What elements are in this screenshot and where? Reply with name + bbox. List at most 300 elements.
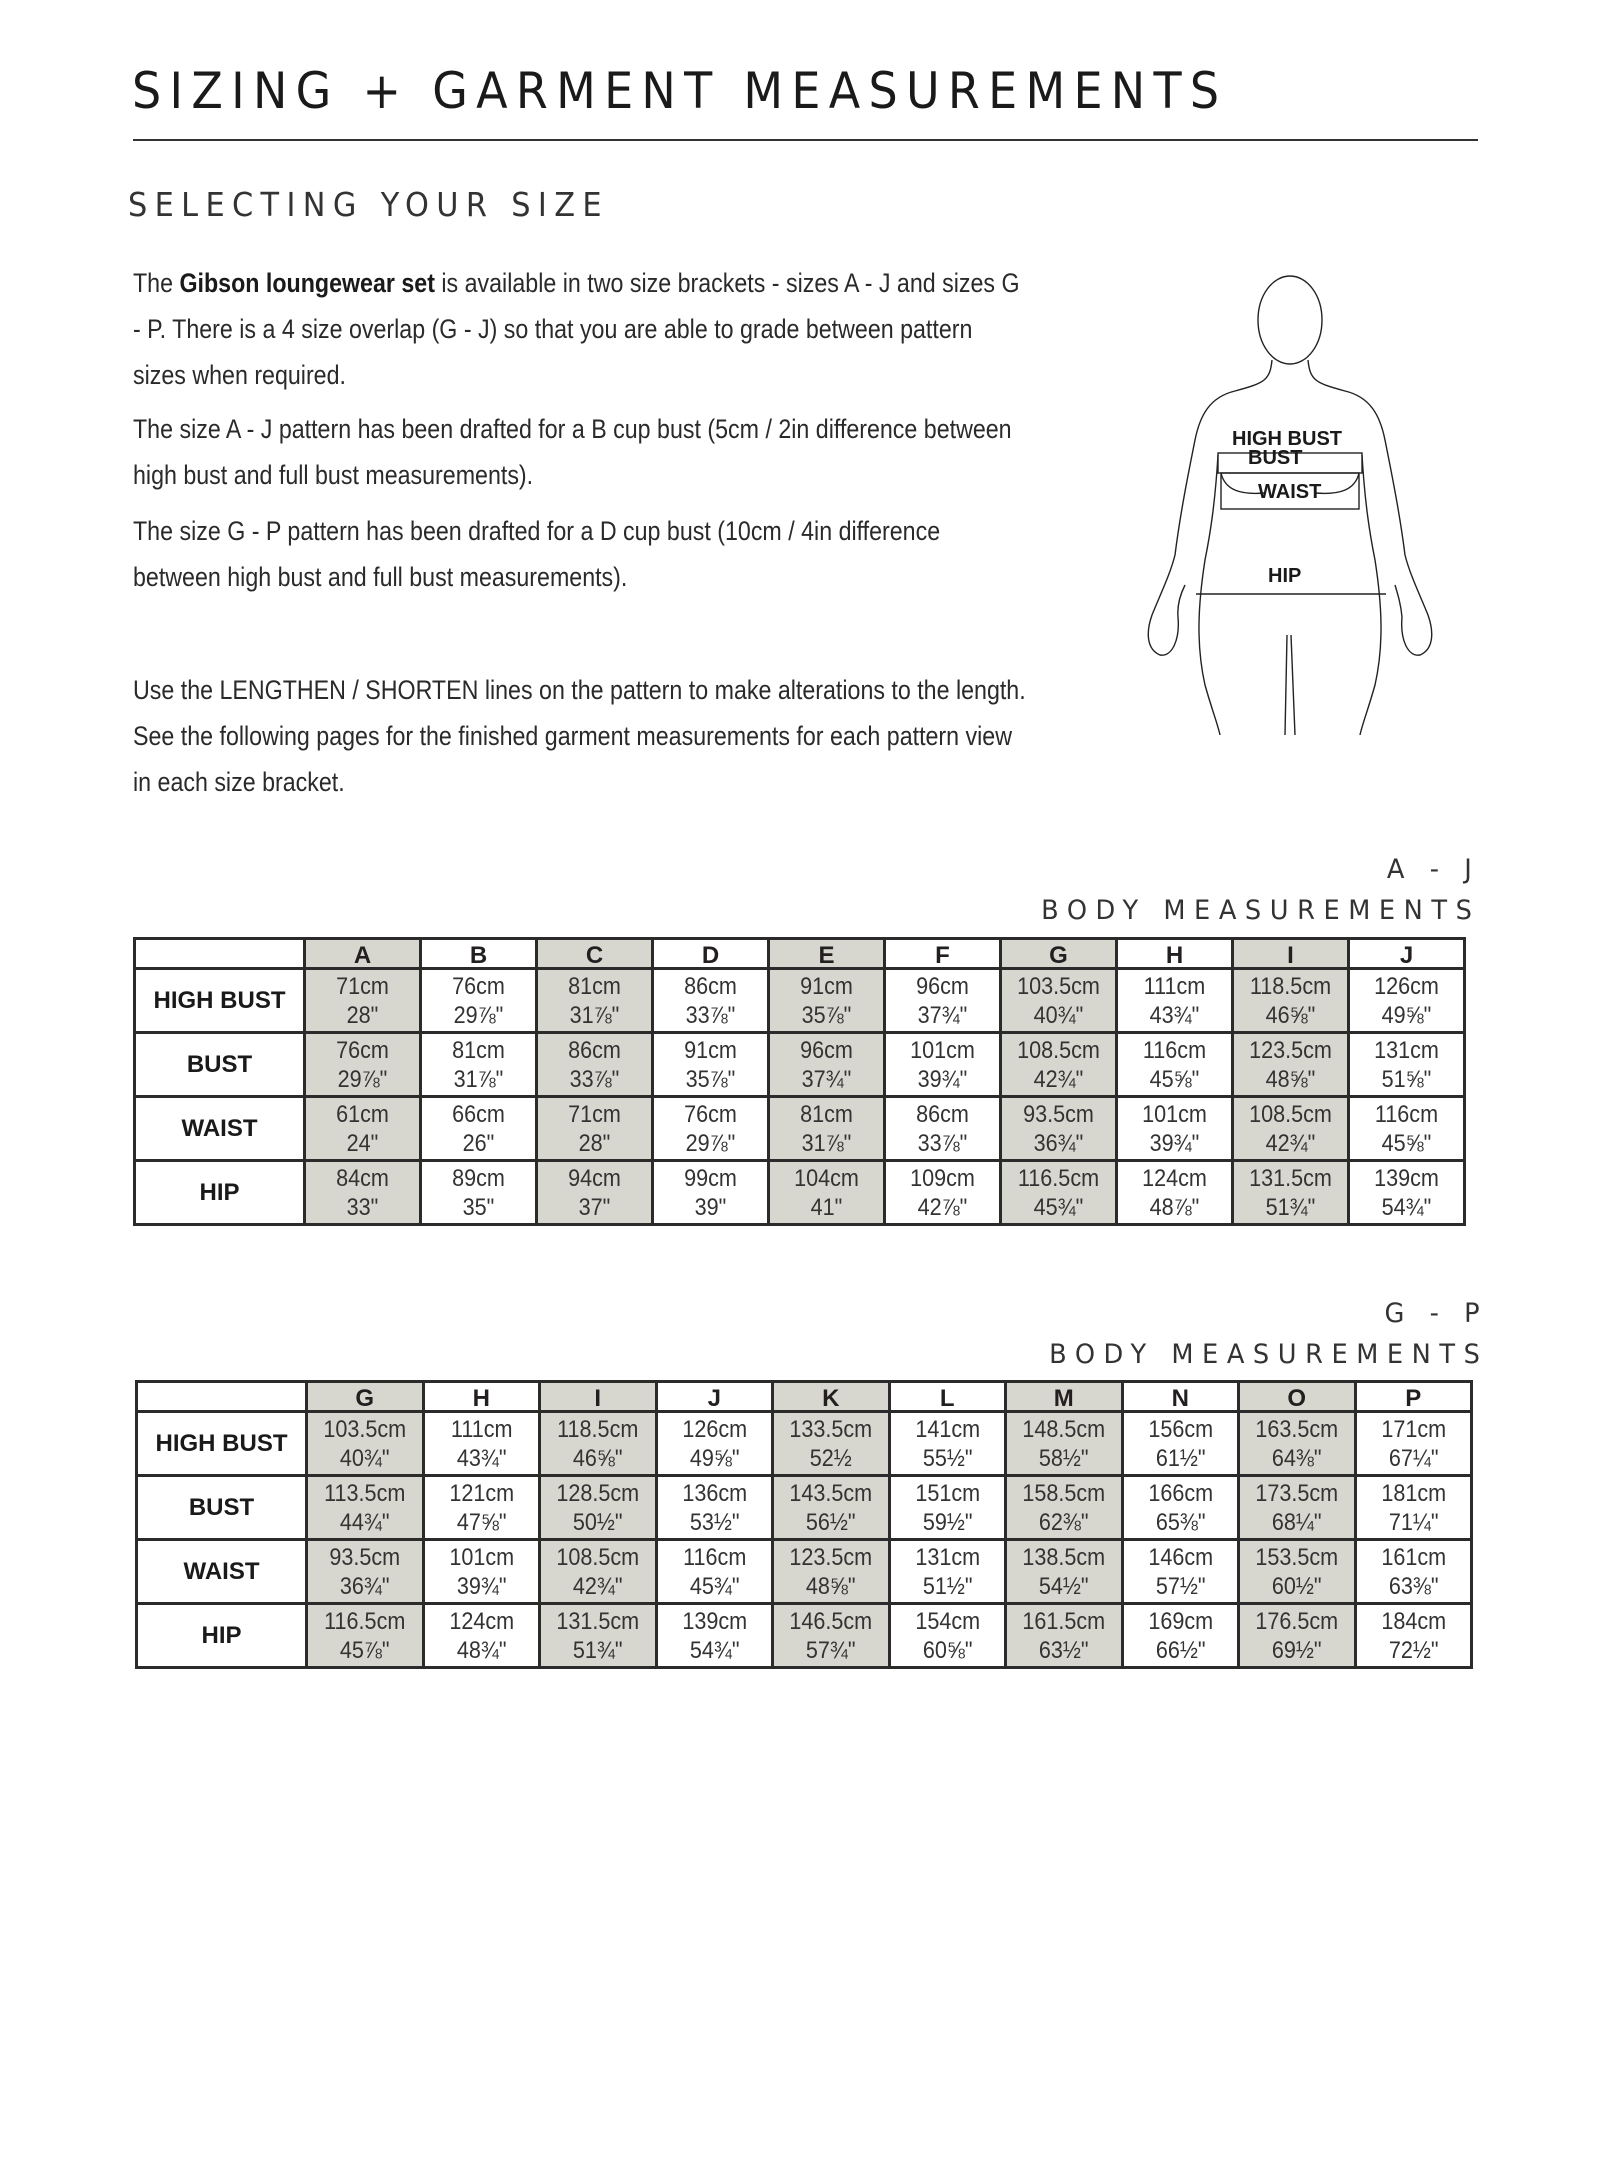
- cm-value: 94cm: [568, 1164, 621, 1192]
- inch-value: 33": [346, 1193, 379, 1221]
- measurement-cell: [1001, 1097, 1117, 1161]
- cm-value: 81cm: [800, 1100, 853, 1128]
- size-header: B: [421, 939, 537, 969]
- cm-value: 123.5cm: [1249, 1036, 1332, 1064]
- cm-value: 81cm: [452, 1036, 505, 1064]
- cm-value: 139cm: [1374, 1164, 1439, 1192]
- measurement-cell: [537, 969, 653, 1033]
- measurement-cell: [1355, 1476, 1472, 1540]
- size-header: A: [305, 939, 421, 969]
- cm-value: 91cm: [684, 1036, 737, 1064]
- cm-value: 76cm: [684, 1100, 737, 1128]
- figure-label-high-bust: HIGH BUST: [1232, 428, 1342, 450]
- cm-value: 101cm: [910, 1036, 975, 1064]
- measurement-cell: [889, 1540, 1006, 1604]
- inch-value: 54½": [1038, 1572, 1089, 1600]
- measurement-cell: [305, 1033, 421, 1097]
- table-body: [137, 1412, 1472, 1668]
- row-label: HIP: [137, 1604, 307, 1668]
- cm-value: 116cm: [1142, 1036, 1207, 1064]
- cm-value: 126cm: [681, 1415, 747, 1443]
- inch-value: 54¾": [689, 1636, 740, 1664]
- measurement-cell: [423, 1604, 540, 1668]
- cm-value: 169cm: [1147, 1607, 1213, 1635]
- size-header: N: [1122, 1382, 1239, 1412]
- figure-label-hip: HIP: [1268, 565, 1302, 587]
- inch-value: 71¼": [1388, 1508, 1439, 1536]
- inch-value: 51⅝": [1381, 1065, 1432, 1093]
- measurement-cell: [1122, 1604, 1239, 1668]
- cm-value: 171cm: [1380, 1415, 1446, 1443]
- inch-value: 54¾": [1381, 1193, 1432, 1221]
- cm-value: 148.5cm: [1022, 1415, 1106, 1443]
- inch-value: 53½": [689, 1508, 740, 1536]
- row-label: HIGH BUST: [137, 1412, 307, 1476]
- measurement-cell: [1117, 1161, 1233, 1225]
- cm-value: 93.5cm: [329, 1543, 401, 1571]
- table-row: [137, 1412, 1472, 1476]
- section-title: SELECTING YOUR SIZE: [128, 185, 609, 224]
- cm-value: 81cm: [568, 972, 621, 1000]
- inch-value: 40¾": [339, 1444, 390, 1472]
- product-name: Gibson loungewear set: [179, 268, 435, 298]
- size-header: M: [1006, 1382, 1123, 1412]
- row-label: WAIST: [135, 1097, 305, 1161]
- table-header-row: [137, 1382, 1472, 1412]
- measurement-cell: [307, 1540, 424, 1604]
- table-row: [137, 1540, 1472, 1604]
- inch-value: 48⅝": [1265, 1065, 1316, 1093]
- inch-value: 60½": [1271, 1572, 1322, 1600]
- cm-value: 158.5cm: [1022, 1479, 1106, 1507]
- body-measurement-figure: [1130, 265, 1460, 735]
- size-header: P: [1355, 1382, 1472, 1412]
- inch-value: 49⅝": [689, 1444, 740, 1472]
- cm-value: 111cm: [1143, 972, 1206, 1000]
- intro-paragraph-1: [133, 260, 1027, 398]
- cm-value: 101cm: [1142, 1100, 1207, 1128]
- measurement-cell: [1006, 1540, 1123, 1604]
- inch-value: 50½": [572, 1508, 623, 1536]
- table-heading-a-j: BODY MEASUREMENTS: [1040, 895, 1480, 926]
- inch-value: 43¾": [456, 1444, 507, 1472]
- table-corner: [137, 1382, 307, 1412]
- intro-paragraph-4: Use the LENGTHEN / SHORTEN lines on the pattern to make alterations to the length. See the following pages for the finished garment measurements for each pattern view in each size bracket.: [133, 675, 1026, 797]
- inch-value: 47⅝": [456, 1508, 507, 1536]
- cm-value: 86cm: [568, 1036, 621, 1064]
- inch-value: 57¾": [805, 1636, 856, 1664]
- measurement-cell: [885, 1161, 1001, 1225]
- inch-value: 31⅞": [801, 1129, 852, 1157]
- inch-value: 57½": [1155, 1572, 1206, 1600]
- cm-value: 109cm: [910, 1164, 975, 1192]
- inch-value: 39": [694, 1193, 727, 1221]
- inch-value: 39¾": [1149, 1129, 1200, 1157]
- measurement-cell: [653, 1033, 769, 1097]
- inch-value: 72½": [1388, 1636, 1439, 1664]
- inch-value: 43¾": [1149, 1001, 1200, 1029]
- cm-value: 116cm: [682, 1543, 746, 1571]
- measurement-cell: [1239, 1604, 1356, 1668]
- measurement-cell: [540, 1604, 657, 1668]
- cm-value: 96cm: [800, 1036, 853, 1064]
- intro-text: The: [133, 268, 180, 298]
- cm-value: 176.5cm: [1255, 1607, 1339, 1635]
- inch-value: 37": [578, 1193, 611, 1221]
- inch-value: 35⅞": [685, 1065, 736, 1093]
- inch-value: 58½": [1038, 1444, 1089, 1472]
- inch-value: 60⅝": [922, 1636, 973, 1664]
- size-header: I: [540, 1382, 657, 1412]
- cm-value: 121cm: [448, 1479, 514, 1507]
- cm-value: 104cm: [794, 1164, 859, 1192]
- intro-text: is available in two size brackets - sizes A - J and sizes G - P. There is a 4 size overlap (G - J) so that you are able to grade between pattern sizes when required.: [133, 268, 1020, 390]
- inch-value: 33⅞": [685, 1001, 736, 1029]
- inch-value: 69½": [1271, 1636, 1322, 1664]
- measurement-cell: [423, 1412, 540, 1476]
- inch-value: 29⅞": [453, 1001, 504, 1029]
- inch-value: 29⅞": [685, 1129, 736, 1157]
- cm-value: 181cm: [1380, 1479, 1446, 1507]
- cm-value: 138.5cm: [1022, 1543, 1106, 1571]
- measurement-cell: [305, 1161, 421, 1225]
- inch-value: 56½": [805, 1508, 856, 1536]
- inch-value: 40¾": [1033, 1001, 1084, 1029]
- cm-value: 118.5cm: [557, 1415, 639, 1443]
- cm-value: 118.5cm: [1249, 972, 1332, 1000]
- measurement-cell: [773, 1476, 890, 1540]
- measurement-cell: [1239, 1540, 1356, 1604]
- table-row: [135, 969, 1465, 1033]
- size-header: H: [423, 1382, 540, 1412]
- size-header: F: [885, 939, 1001, 969]
- measurement-cell: [656, 1412, 773, 1476]
- size-header: L: [889, 1382, 1006, 1412]
- inch-value: 26": [462, 1129, 495, 1157]
- measurement-cell: [769, 969, 885, 1033]
- cm-value: 108.5cm: [556, 1543, 640, 1571]
- cm-value: 143.5cm: [789, 1479, 873, 1507]
- inch-value: 42¾": [1033, 1065, 1084, 1093]
- size-header: K: [773, 1382, 890, 1412]
- size-header: C: [537, 939, 653, 969]
- body-measurements-table-a-j: [133, 937, 1466, 1226]
- cm-value: 146cm: [1147, 1543, 1213, 1571]
- measurement-cell: [656, 1604, 773, 1668]
- body-measurements-table-g-p: [135, 1380, 1473, 1669]
- inch-value: 39¾": [917, 1065, 968, 1093]
- measurement-cell: [885, 1033, 1001, 1097]
- cm-value: 99cm: [684, 1164, 737, 1192]
- cm-value: 116.5cm: [324, 1607, 406, 1635]
- measurement-cell: [537, 1161, 653, 1225]
- size-header: J: [1349, 939, 1465, 969]
- cm-value: 96cm: [916, 972, 969, 1000]
- measurement-cell: [773, 1604, 890, 1668]
- cm-value: 161cm: [1380, 1543, 1446, 1571]
- row-label: HIGH BUST: [135, 969, 305, 1033]
- cm-value: 123.5cm: [789, 1543, 873, 1571]
- cm-value: 116cm: [1374, 1100, 1439, 1128]
- inch-value: 37¾": [917, 1001, 968, 1029]
- cm-value: 86cm: [684, 972, 737, 1000]
- size-header: E: [769, 939, 885, 969]
- measurement-cell: [1349, 1161, 1465, 1225]
- cm-value: 136cm: [681, 1479, 747, 1507]
- cm-value: 128.5cm: [556, 1479, 640, 1507]
- measurement-cell: [653, 1097, 769, 1161]
- measurement-cell: [656, 1540, 773, 1604]
- table-row: [135, 1033, 1465, 1097]
- inch-value: 28": [578, 1129, 611, 1157]
- measurement-cell: [1233, 1033, 1349, 1097]
- cm-value: 166cm: [1147, 1479, 1213, 1507]
- figure-label-bust: BUST: [1248, 447, 1303, 469]
- measurement-cell: [885, 1097, 1001, 1161]
- inch-value: 45¾": [1033, 1193, 1084, 1221]
- measurement-cell: [769, 1161, 885, 1225]
- measurement-cell: [1117, 969, 1233, 1033]
- size-header: O: [1239, 1382, 1356, 1412]
- cm-value: 156cm: [1147, 1415, 1213, 1443]
- cm-value: 126cm: [1374, 972, 1439, 1000]
- cm-value: 124cm: [448, 1607, 514, 1635]
- cm-value: 161.5cm: [1022, 1607, 1106, 1635]
- measurement-cell: [656, 1476, 773, 1540]
- size-header: I: [1233, 939, 1349, 969]
- measurement-cell: [1122, 1540, 1239, 1604]
- cm-value: 124cm: [1142, 1164, 1207, 1192]
- table-corner: [135, 939, 305, 969]
- table-heading-g-p: BODY MEASUREMENTS: [1048, 1339, 1488, 1370]
- measurement-cell: [540, 1476, 657, 1540]
- measurement-cell: [653, 1161, 769, 1225]
- measurement-cell: [421, 1097, 537, 1161]
- cm-value: 154cm: [914, 1607, 980, 1635]
- inch-value: 62⅜": [1038, 1508, 1089, 1536]
- inch-value: 29⅞": [337, 1065, 388, 1093]
- cm-value: 113.5cm: [324, 1479, 406, 1507]
- cm-value: 76cm: [336, 1036, 389, 1064]
- page-title: SIZING + GARMENT MEASUREMENTS: [132, 62, 1228, 120]
- inch-value: 51½": [922, 1572, 973, 1600]
- size-header: G: [307, 1382, 424, 1412]
- cm-value: 84cm: [336, 1164, 389, 1192]
- cm-value: 108.5cm: [1249, 1100, 1332, 1128]
- measurement-cell: [1349, 1097, 1465, 1161]
- inch-value: 49⅝": [1381, 1001, 1432, 1029]
- measurement-cell: [1006, 1412, 1123, 1476]
- bracket-label-g-p: G - P: [1384, 1298, 1488, 1329]
- cm-value: 61cm: [336, 1100, 389, 1128]
- cm-value: 93.5cm: [1023, 1100, 1094, 1128]
- measurement-cell: [1122, 1476, 1239, 1540]
- measurement-cell: [889, 1476, 1006, 1540]
- row-label: BUST: [135, 1033, 305, 1097]
- measurement-cell: [307, 1476, 424, 1540]
- measurement-cell: [1349, 969, 1465, 1033]
- inch-value: 67¼": [1388, 1444, 1439, 1472]
- cm-value: 153.5cm: [1255, 1543, 1339, 1571]
- intro-paragraph-3: The size G - P pattern has been drafted for a D cup bust (10cm / 4in difference between high bust and full bust measurements).: [133, 516, 941, 592]
- title-divider: [133, 139, 1478, 141]
- row-label: WAIST: [137, 1540, 307, 1604]
- inch-value: 45⅞": [339, 1636, 390, 1664]
- size-header: J: [656, 1382, 773, 1412]
- measurement-cell: [1355, 1540, 1472, 1604]
- inch-value: 35": [462, 1193, 495, 1221]
- measurement-cell: [1001, 1033, 1117, 1097]
- measurement-cell: [1117, 1033, 1233, 1097]
- cm-value: 131.5cm: [1249, 1164, 1332, 1192]
- size-header: D: [653, 939, 769, 969]
- measurement-cell: [889, 1412, 1006, 1476]
- cm-value: 133.5cm: [789, 1415, 873, 1443]
- row-label: HIP: [135, 1161, 305, 1225]
- bracket-label-a-j: A - J: [1386, 854, 1480, 885]
- measurement-cell: [1006, 1476, 1123, 1540]
- measurement-cell: [1001, 1161, 1117, 1225]
- measurement-cell: [1349, 1033, 1465, 1097]
- inch-value: 44¾": [339, 1508, 390, 1536]
- intro-paragraph-2: The size A - J pattern has been drafted for a B cup bust (5cm / 2in difference between high bust and full bust measurements).: [133, 414, 1012, 490]
- cm-value: 173.5cm: [1255, 1479, 1339, 1507]
- inch-value: 52½: [809, 1444, 852, 1472]
- measurement-cell: [423, 1476, 540, 1540]
- inch-value: 63⅜": [1388, 1572, 1439, 1600]
- inch-value: 46⅝": [572, 1444, 623, 1472]
- cm-value: 103.5cm: [1017, 972, 1100, 1000]
- inch-value: 31⅞": [453, 1065, 504, 1093]
- inch-value: 68¼": [1271, 1508, 1322, 1536]
- table-body: [135, 969, 1465, 1225]
- inch-value: 46⅝": [1265, 1001, 1316, 1029]
- cm-value: 151cm: [914, 1479, 980, 1507]
- inch-value: 35⅞": [801, 1001, 852, 1029]
- measurement-cell: [653, 969, 769, 1033]
- cm-value: 66cm: [452, 1100, 505, 1128]
- measurement-cell: [1239, 1476, 1356, 1540]
- measurement-cell: [889, 1604, 1006, 1668]
- table-row: [135, 1097, 1465, 1161]
- inch-value: 42⅞": [917, 1193, 968, 1221]
- measurement-cell: [885, 969, 1001, 1033]
- cm-value: 139cm: [681, 1607, 747, 1635]
- measurement-cell: [769, 1033, 885, 1097]
- table-row: [137, 1604, 1472, 1668]
- row-label: BUST: [137, 1476, 307, 1540]
- cm-value: 103.5cm: [323, 1415, 407, 1443]
- measurement-cell: [307, 1412, 424, 1476]
- inch-value: 59½": [922, 1508, 973, 1536]
- measurement-cell: [540, 1540, 657, 1604]
- cm-value: 146.5cm: [789, 1607, 873, 1635]
- cm-value: 184cm: [1380, 1607, 1446, 1635]
- cm-value: 101cm: [448, 1543, 514, 1571]
- cm-value: 163.5cm: [1255, 1415, 1339, 1443]
- table-row: [135, 1161, 1465, 1225]
- inch-value: 45⅝": [1149, 1065, 1200, 1093]
- cm-value: 89cm: [452, 1164, 505, 1192]
- inch-value: 51¾": [1265, 1193, 1316, 1221]
- inch-value: 45¾": [689, 1572, 740, 1600]
- measurement-cell: [1355, 1604, 1472, 1668]
- inch-value: 33⅞": [917, 1129, 968, 1157]
- cm-value: 131.5cm: [556, 1607, 640, 1635]
- cm-value: 71cm: [568, 1100, 621, 1128]
- cm-value: 131cm: [914, 1543, 980, 1571]
- inch-value: 48¾": [456, 1636, 507, 1664]
- measurement-cell: [773, 1540, 890, 1604]
- measurement-cell: [769, 1097, 885, 1161]
- inch-value: 37¾": [801, 1065, 852, 1093]
- measurement-cell: [305, 1097, 421, 1161]
- measurement-cell: [1122, 1412, 1239, 1476]
- inch-value: 42¾": [1265, 1129, 1316, 1157]
- inch-value: 45⅝": [1381, 1129, 1432, 1157]
- inch-value: 28": [346, 1001, 379, 1029]
- inch-value: 66½": [1155, 1636, 1206, 1664]
- measurement-cell: [1117, 1097, 1233, 1161]
- measurement-cell: [307, 1604, 424, 1668]
- inch-value: 31⅞": [569, 1001, 620, 1029]
- measurement-cell: [1001, 969, 1117, 1033]
- measurement-cell: [1006, 1604, 1123, 1668]
- measurement-cell: [305, 969, 421, 1033]
- measurement-cell: [1233, 1097, 1349, 1161]
- inch-value: 39¾": [456, 1572, 507, 1600]
- figure-label-waist: WAIST: [1258, 481, 1322, 503]
- cm-value: 86cm: [916, 1100, 969, 1128]
- measurement-cell: [1233, 1161, 1349, 1225]
- table-header-row: [135, 939, 1465, 969]
- measurement-cell: [537, 1097, 653, 1161]
- measurement-cell: [421, 1161, 537, 1225]
- inch-value: 41": [810, 1193, 843, 1221]
- inch-value: 48⅝": [805, 1572, 856, 1600]
- inch-value: 42¾": [572, 1572, 623, 1600]
- inch-value: 65⅜": [1155, 1508, 1206, 1536]
- size-header: G: [1001, 939, 1117, 969]
- measurement-cell: [1239, 1412, 1356, 1476]
- cm-value: 108.5cm: [1017, 1036, 1100, 1064]
- inch-value: 63½": [1038, 1636, 1089, 1664]
- inch-value: 51¾": [572, 1636, 623, 1664]
- size-header: H: [1117, 939, 1233, 969]
- inch-value: 64⅜": [1271, 1444, 1322, 1472]
- inch-value: 55½": [922, 1444, 973, 1472]
- cm-value: 111cm: [450, 1415, 513, 1443]
- inch-value: 24": [346, 1129, 379, 1157]
- measurement-cell: [1233, 969, 1349, 1033]
- measurement-cell: [773, 1412, 890, 1476]
- measurement-cell: [540, 1412, 657, 1476]
- cm-value: 91cm: [800, 972, 853, 1000]
- inch-value: 61½": [1155, 1444, 1206, 1472]
- measurement-cell: [421, 1033, 537, 1097]
- measurement-cell: [1355, 1412, 1472, 1476]
- table-row: [137, 1476, 1472, 1540]
- measurement-cell: [421, 969, 537, 1033]
- cm-value: 141cm: [914, 1415, 980, 1443]
- cm-value: 71cm: [336, 972, 389, 1000]
- cm-value: 131cm: [1374, 1036, 1439, 1064]
- inch-value: 36¾": [1033, 1129, 1084, 1157]
- cm-value: 116.5cm: [1017, 1164, 1100, 1192]
- inch-value: 48⅞": [1149, 1193, 1200, 1221]
- measurement-cell: [423, 1540, 540, 1604]
- inch-value: 33⅞": [569, 1065, 620, 1093]
